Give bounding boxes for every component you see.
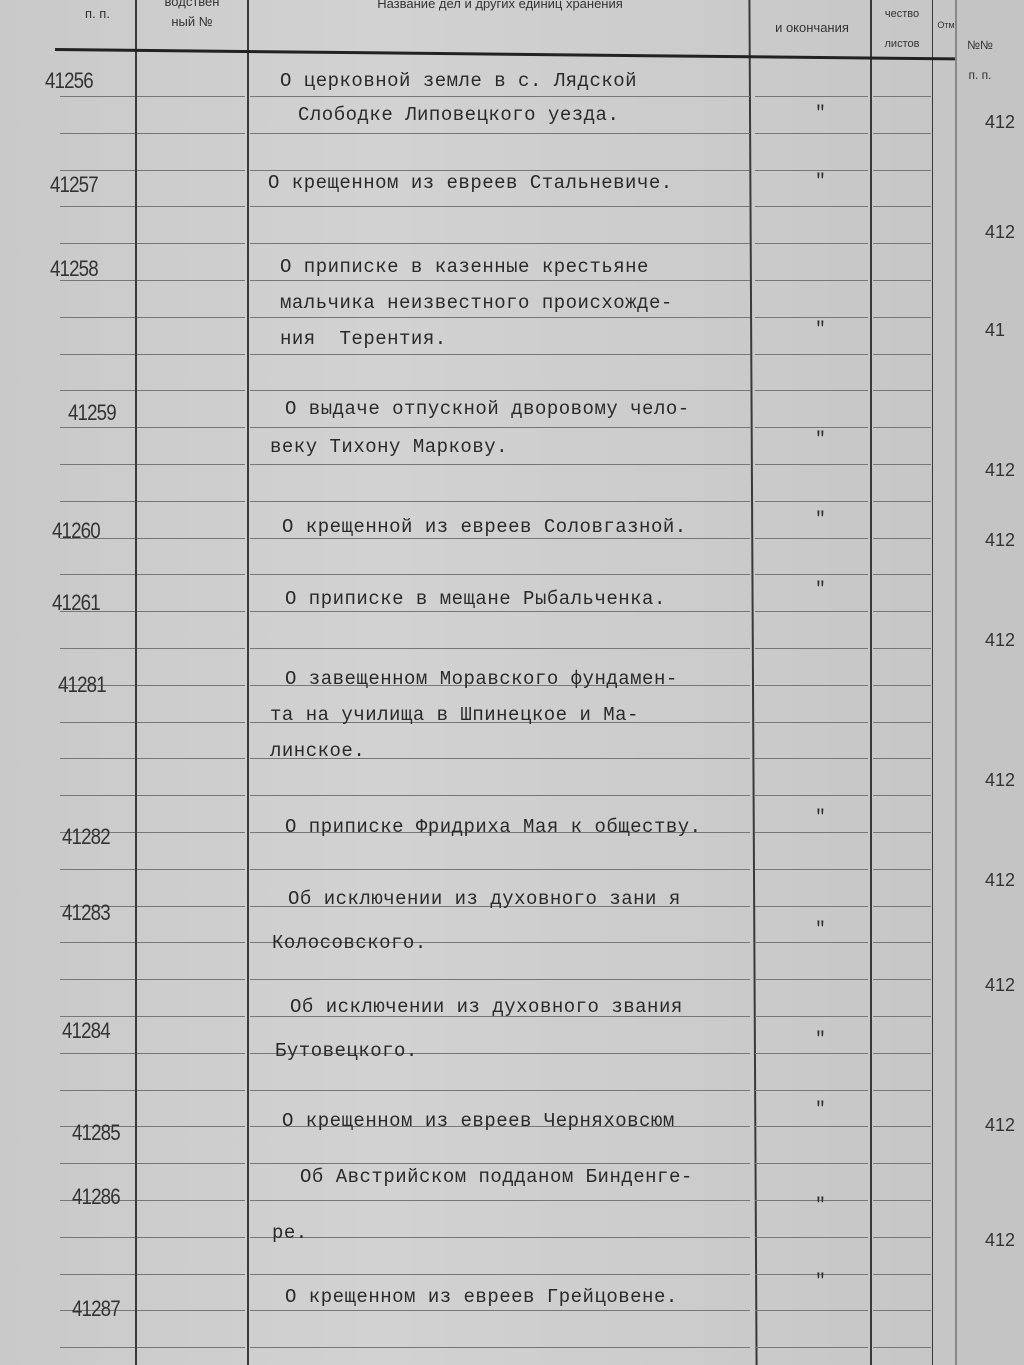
ruled-line [250, 280, 750, 281]
ruled-line [873, 869, 931, 870]
ruled-line [60, 648, 135, 649]
ruled-line [250, 501, 750, 502]
entry-title-line: О выдаче отпускной дворовому чело- [285, 398, 690, 420]
entry-number: 41282 [62, 824, 110, 849]
ditto-mark: " [815, 808, 826, 828]
right-page-number: 412 [985, 1115, 1016, 1135]
ruled-line [250, 1237, 750, 1238]
ruled-line [137, 133, 245, 134]
ruled-line [873, 722, 931, 723]
ruled-line [755, 206, 868, 207]
ruled-line [873, 1310, 931, 1311]
ruled-line [755, 1200, 868, 1201]
ruled-line [137, 685, 245, 686]
ruled-line [873, 1274, 931, 1275]
ruled-line [755, 722, 868, 723]
ruled-line [137, 354, 245, 355]
ruled-line [755, 317, 868, 318]
entry-title-line: Об исключении из духовного зани я [288, 888, 681, 910]
ruled-line [137, 832, 245, 833]
ruled-line [755, 170, 868, 171]
ruled-line [873, 1053, 931, 1054]
ruled-line [60, 1237, 135, 1238]
entry-number: 41283 [62, 900, 110, 925]
ruled-line [755, 427, 868, 428]
ruled-line [873, 464, 931, 465]
ruled-line [137, 979, 245, 980]
ruled-line [755, 1274, 868, 1275]
entry-title-line: линское. [270, 740, 366, 762]
entry-number: 41256 [45, 68, 93, 93]
ruled-line [250, 390, 750, 391]
ruled-line [60, 96, 135, 97]
ruled-line [137, 1200, 245, 1201]
ruled-line [137, 317, 245, 318]
ruled-line [250, 574, 750, 575]
ruled-line [755, 501, 868, 502]
ruled-line [250, 464, 750, 465]
ruled-line [137, 206, 245, 207]
ruled-line [755, 1163, 868, 1164]
ruled-line [250, 317, 750, 318]
ruled-line [755, 1237, 868, 1238]
ruled-line [873, 317, 931, 318]
ruled-line [137, 648, 245, 649]
ruled-line [60, 1053, 135, 1054]
ruled-line [250, 611, 750, 612]
entry-title-line: ре. [272, 1222, 308, 1244]
ruled-line [137, 464, 245, 465]
ruled-line [250, 427, 750, 428]
ruled-line [60, 1274, 135, 1275]
ruled-line [873, 354, 931, 355]
ruled-line [137, 280, 245, 281]
ruled-line [60, 795, 135, 796]
ruled-line [755, 1090, 868, 1091]
ruled-line [755, 96, 868, 97]
right-page-number: 412 [985, 530, 1016, 550]
ruled-line [137, 795, 245, 796]
ruled-line [250, 1310, 750, 1311]
header-notes: Отм [937, 20, 955, 30]
ruled-line [60, 1347, 135, 1348]
ruled-line [873, 501, 931, 502]
ruled-line [755, 1126, 868, 1127]
right-page-number: 412 [985, 870, 1016, 890]
ruled-line [250, 1200, 750, 1201]
entry-title-line: Колосовского. [272, 932, 427, 954]
ruled-line [755, 354, 868, 355]
ruled-line [755, 1016, 868, 1017]
header-dates: и окончания [775, 20, 849, 35]
ruled-line [755, 243, 868, 244]
ruled-line [873, 758, 931, 759]
ruled-line [60, 206, 135, 207]
entry-title-line: О крещенном из евреев Грейцовене. [285, 1286, 678, 1308]
entry-number: 41257 [50, 172, 98, 197]
ruled-line [755, 942, 868, 943]
ruled-line [137, 722, 245, 723]
right-page-number: 412 [985, 1230, 1016, 1250]
ruled-line [250, 133, 750, 134]
ruled-line [873, 942, 931, 943]
ruled-line [60, 1163, 135, 1164]
ruled-line [873, 170, 931, 171]
entry-title-line: мальчика неизвестного происхожде- [280, 292, 673, 314]
ruled-line [873, 390, 931, 391]
ruled-line [250, 869, 750, 870]
header-title: Название дел и других единиц хранения [377, 0, 623, 11]
ruled-line [873, 1126, 931, 1127]
ruled-line [60, 427, 135, 428]
ruled-line [60, 869, 135, 870]
ruled-line [137, 1274, 245, 1275]
ruled-line [137, 1237, 245, 1238]
entry-number: 41261 [52, 590, 100, 615]
right-page-number: 412 [985, 112, 1016, 132]
ruled-line [873, 96, 931, 97]
entry-title-line: Бутовецкого. [275, 1040, 418, 1062]
ruled-line [873, 574, 931, 575]
ruled-line [873, 1163, 931, 1164]
ruled-line [137, 1347, 245, 1348]
ruled-line [60, 758, 135, 759]
ruled-line [873, 648, 931, 649]
ruled-line [250, 96, 750, 97]
ruled-line [873, 280, 931, 281]
ruled-line [137, 243, 245, 244]
ruled-line [137, 170, 245, 171]
ruled-line [755, 464, 868, 465]
entry-title-line: Слободке Липовецкого уезда. [298, 104, 620, 126]
header-sheets: листов [884, 38, 920, 50]
right-page-number: 412 [985, 460, 1016, 480]
ruled-line [60, 1090, 135, 1091]
entry-title-line: О приписке в казенные крестьяне [280, 256, 649, 278]
ruled-line [755, 869, 868, 870]
next-page-edge [955, 0, 1024, 1365]
entry-number: 41285 [72, 1120, 120, 1145]
ruled-line [250, 206, 750, 207]
ruled-line [60, 354, 135, 355]
ruled-line [755, 1053, 868, 1054]
right-page-number: 41 [985, 320, 1006, 340]
column-divider [870, 0, 872, 1365]
ruled-line [250, 1274, 750, 1275]
ruled-line [873, 685, 931, 686]
ditto-mark: " [815, 1196, 826, 1216]
ruled-line [873, 832, 931, 833]
ruled-line [755, 280, 868, 281]
ruled-line [60, 464, 135, 465]
entry-number: 41287 [72, 1296, 120, 1321]
ruled-line [755, 758, 868, 759]
ruled-line [755, 906, 868, 907]
ruled-line [873, 795, 931, 796]
ruled-line [755, 979, 868, 980]
ruled-line [250, 648, 750, 649]
right-header-pp: п. п. [968, 68, 992, 82]
ruled-line [137, 390, 245, 391]
entry-title-line: О приписке Фридриха Мая к обществу. [285, 816, 702, 838]
ruled-line [250, 354, 750, 355]
ruled-line [137, 1090, 245, 1091]
column-divider [932, 0, 933, 1365]
ruled-line [137, 869, 245, 870]
ruled-line [137, 1163, 245, 1164]
ruled-line [60, 133, 135, 134]
entry-number: 41281 [58, 672, 106, 697]
ruled-line [137, 611, 245, 612]
ruled-line [873, 243, 931, 244]
ruled-line [755, 574, 868, 575]
ruled-line [873, 1237, 931, 1238]
entry-title-line: ния Терентия. [280, 328, 447, 350]
ruled-line [755, 538, 868, 539]
ruled-line [755, 648, 868, 649]
ditto-mark: " [815, 172, 826, 192]
entry-number: 41258 [50, 256, 98, 281]
entry-title-line: О завещенном Моравского фундамен- [285, 668, 678, 690]
entry-title-line: та на училища в Шпинецкое и Ма- [270, 704, 639, 726]
ruled-line [873, 1347, 931, 1348]
ruled-line [755, 611, 868, 612]
right-header-num: №№ [967, 38, 993, 52]
ruled-line [755, 1347, 868, 1348]
ruled-line [873, 538, 931, 539]
ruled-line [755, 832, 868, 833]
ruled-line [60, 942, 135, 943]
ditto-mark: " [815, 1272, 826, 1292]
entry-title-line: Об Австрийском подданом Бинденге- [300, 1166, 693, 1188]
right-page-number: 412 [985, 975, 1016, 995]
ruled-line [137, 1310, 245, 1311]
ruled-line [137, 1053, 245, 1054]
right-page-number: 412 [985, 770, 1016, 790]
ruled-line [755, 1310, 868, 1311]
right-page-number: 412 [985, 630, 1016, 650]
ruled-line [137, 501, 245, 502]
entry-title-line: О приписке в мещане Рыбальченка. [285, 588, 666, 610]
column-divider [135, 0, 137, 1365]
ruled-line [137, 427, 245, 428]
ruled-line [250, 1163, 750, 1164]
ruled-line [755, 685, 868, 686]
entry-title-line: О церковной земле в с. Лядской [280, 70, 638, 92]
ruled-line [250, 979, 750, 980]
header-num: п. п. [85, 6, 110, 21]
ruled-line [873, 979, 931, 980]
entry-title-line: Об исключении из духовного звания [290, 996, 683, 1018]
ruled-line [755, 390, 868, 391]
ditto-mark: " [815, 104, 826, 124]
ruled-line [873, 1200, 931, 1201]
ditto-mark: " [815, 580, 826, 600]
ruled-line [137, 942, 245, 943]
ruled-line [873, 427, 931, 428]
ruled-line [250, 243, 750, 244]
ruled-line [873, 206, 931, 207]
ruled-line [60, 722, 135, 723]
entry-title-line: веку Тихону Маркову. [270, 436, 509, 458]
ruled-line [250, 795, 750, 796]
ruled-line [60, 170, 135, 171]
entry-number: 41284 [62, 1018, 110, 1043]
ditto-mark: " [815, 320, 826, 340]
ruled-line [250, 538, 750, 539]
ditto-mark: " [815, 920, 826, 940]
column-divider [247, 0, 249, 1365]
entry-title-line: О крещенном из евреев Черняховсюм [282, 1110, 675, 1132]
ruled-line [250, 170, 750, 171]
header-office: ный № [171, 14, 213, 29]
ruled-line [60, 979, 135, 980]
ruled-line [60, 501, 135, 502]
ditto-mark: " [815, 1030, 826, 1050]
ruled-line [137, 1126, 245, 1127]
ruled-line [137, 758, 245, 759]
ruled-line [250, 1347, 750, 1348]
entry-title-line: О крещенной из евреев Соловгазной. [282, 516, 687, 538]
ruled-line [873, 133, 931, 134]
ditto-mark: " [815, 430, 826, 450]
ruled-line [60, 574, 135, 575]
ruled-line [137, 574, 245, 575]
ruled-line [755, 795, 868, 796]
ruled-line [60, 1016, 135, 1017]
entry-title-line: О крещенном из евреев Стальневиче. [268, 172, 673, 194]
header-office-top: водствен [164, 0, 220, 9]
header-sheets-top: чество [884, 8, 920, 20]
ditto-mark: " [815, 1100, 826, 1120]
entry-number: 41259 [68, 400, 116, 425]
ruled-line [60, 243, 135, 244]
ruled-line [60, 317, 135, 318]
ruled-line [873, 1016, 931, 1017]
ruled-line [137, 1016, 245, 1017]
entry-number: 41260 [52, 518, 100, 543]
ruled-line [60, 390, 135, 391]
ditto-mark: " [815, 510, 826, 530]
ruled-line [137, 538, 245, 539]
ruled-line [873, 611, 931, 612]
entry-number: 41286 [72, 1184, 120, 1209]
right-page-number: 412 [985, 222, 1016, 242]
ruled-line [873, 1090, 931, 1091]
ruled-line [137, 906, 245, 907]
ruled-line [755, 133, 868, 134]
ruled-line [137, 96, 245, 97]
ruled-line [873, 906, 931, 907]
ruled-line [250, 1090, 750, 1091]
